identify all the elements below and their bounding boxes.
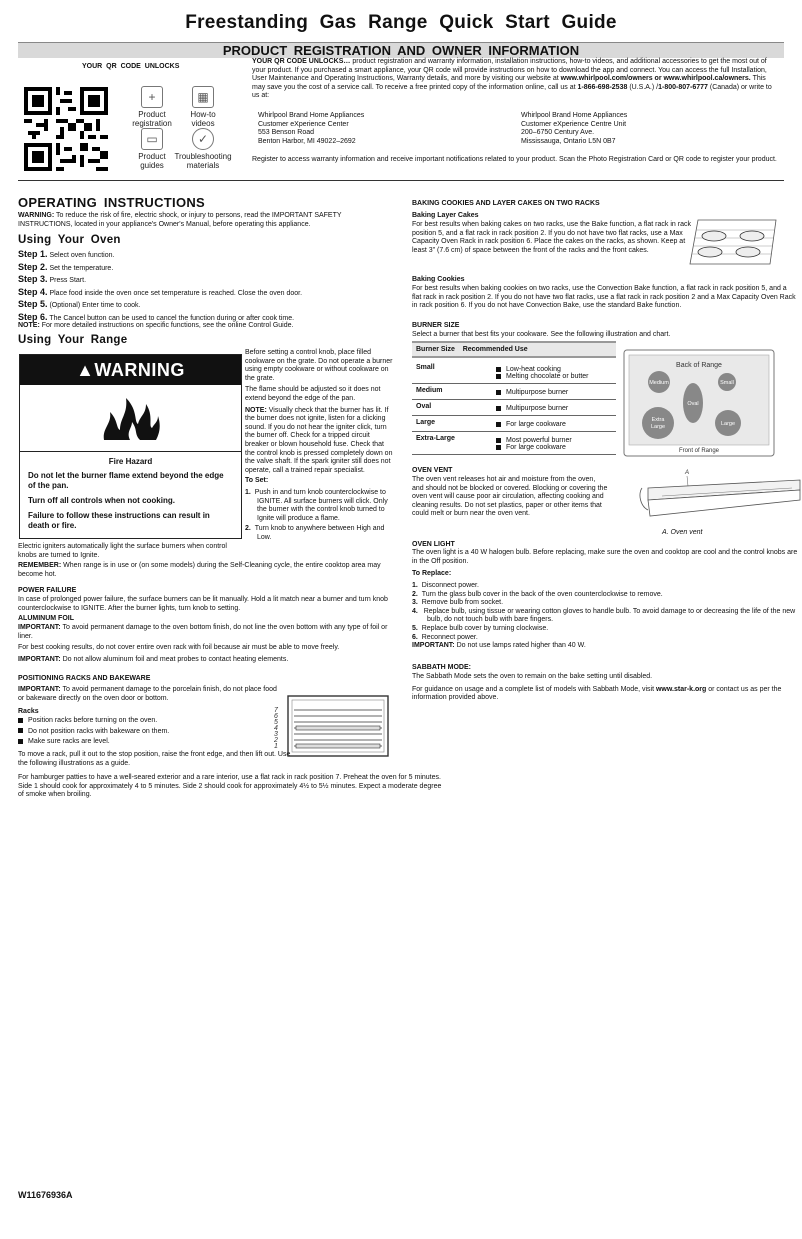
book-icon: ▭: [141, 128, 163, 150]
two-rack-cakes-diagram: [686, 216, 782, 270]
rack-number: 4: [274, 725, 278, 732]
hamburger-text: For hamburger patties to have a well-seared exterior and a rare interior, use a flat rack in rack position 7. Preheat the oven for 5 minutes. Side 1 should cook for approximately 4 to 5 minutes. Side 2 should cook for approximately 4½ to 5½ minutes. Expect a moderate degree of smoke when broiling.: [18, 774, 442, 799]
cooktop-burner-diagram: [623, 349, 775, 457]
racks-important: IMPORTANT: To avoid permanent damage to the porcelain finish, do not place food or bakeware directly on the oven door or bottom.: [18, 686, 277, 702]
svg-text:Large: Large: [650, 424, 666, 430]
plus-icon: +: [141, 86, 163, 108]
qr-feature-troubleshooting: ✓ Troubleshooting materials: [170, 128, 236, 170]
list-item: Position racks before turning on the oven.: [18, 717, 278, 726]
using-range-heading: Using Your Range: [18, 334, 128, 346]
registration-text: YOUR QR CODE UNLOCKS… product registration and warranty information, installation instructions, how-to videos, and additional accessories to get the most out of your product. If you purchased a smart appliance, your QR code will provide instructions on how to download the app and connect. You can access the full Installation, User Maintenance and Operating Instructions, Warranty details, and more by visiting our website at www.whirlpool.com/owners or www.whirlpool.ca/owners. This may save you the cost of a service call. To receive a free printed copy of the information online, call us at 1-866-698-2538 (U.S.A.) /1-800-807-6777 (Canada) or write to us at:: [252, 58, 772, 100]
rack-number: 6: [274, 713, 278, 720]
remember-note: REMEMBER: When range is in use or (on some models) during the Self-Cleaning cycle, the entire cooktop area may become hot.: [18, 562, 381, 578]
owners-link-ca[interactable]: www.whirlpool.ca/owners.: [663, 75, 751, 83]
qr-feature-how-to-videos: ▦ How-to videos: [186, 86, 220, 128]
owners-link-us[interactable]: www.whirlpool.com/owners: [560, 75, 653, 83]
address-us: Whirlpool Brand Home Appliances Customer eXperience Center 553 Benson Road Benton Harbor, MI 49022–2692: [258, 112, 365, 145]
svg-text:Medium: Medium: [649, 380, 669, 386]
oven-vent-caption: A. Oven vent: [662, 529, 703, 536]
oven-step: Step 6. The Cancel button can be used to cancel the function during or after cook time.: [18, 311, 295, 322]
list-item: Do not position racks with bakeware on them.: [18, 728, 278, 737]
qr-feature-product-registration: + Product registration: [134, 86, 170, 128]
racks-subheading: Racks: [18, 708, 39, 715]
oven-vent-diagram: [632, 466, 802, 526]
cakes-subheading: Baking Layer Cakes: [412, 212, 479, 219]
rack-move-text: To move a rack, pull it out to the stop position, raise the front edge, and then lift out. Use the following illustrations as a guide.: [18, 751, 291, 767]
oven-vent-heading: OVEN VENT: [412, 467, 453, 474]
qr-code[interactable]: [24, 87, 108, 171]
oven-rack-positions-diagram: [272, 693, 390, 758]
list-item: 5. Replace bulb cover by turning clockwise.: [412, 624, 549, 632]
cakes-text: For best results when baking cakes on two racks, use the Bake function, a flat rack in rack position 5, and a flat rack in rack position 2. If you do not have two flat racks, use a Max Capacity Oven Rack in rack position 6. Place the cakes on the racks, as shown. Keep at least 3" (7.6 cm) of space between the front of the racks and the front cakes.: [412, 221, 691, 254]
rack-number: 3: [274, 731, 278, 738]
oven-step: Step 5. (Optional) Enter time to cook.: [18, 299, 141, 309]
table-row: Oval Multipurpose burner: [412, 400, 616, 416]
qr-heading: YOUR QR CODE UNLOCKS: [82, 63, 180, 70]
list-item: 1. Disconnect power.: [412, 582, 479, 589]
oven-steps: [18, 249, 398, 324]
foil-heading: ALUMINUM FOIL: [18, 615, 74, 622]
foil-text: IMPORTANT: To avoid permanent damage to the oven bottom finish, do not line the oven bottom with any type of foil or liner. For best cooking results, do not cover entire oven rack with foil because air must be able to move freely. IMPORTANT: Do not allow aluminum foil and meat probes to contact heating elements.: [18, 624, 388, 663]
star-k-link[interactable]: www.star-k.org: [655, 685, 707, 693]
table-row: Medium Multipurpose burner: [412, 384, 616, 400]
operating-heading: OPERATING INSTRUCTIONS: [18, 195, 206, 210]
sabbath-text: The Sabbath Mode sets the oven to remain on the bake setting until disabled. For guidance on usage and a complete list of models with Sabbath Mode, visit www.star-k.org or contact us as per the information provided above.: [412, 673, 782, 702]
fire-hazard-label: Fire Hazard: [108, 457, 153, 466]
oven-light-heading: OVEN LIGHT: [412, 541, 455, 548]
rack-number: 5: [274, 719, 278, 726]
power-failure-text: In case of prolonged power failure, the surface burners can be lit manually. Hold a lit match near a burner and turn knob counterclockwise to IGNITE. After the burner lights, turn knob to setting.: [18, 596, 388, 612]
svg-text:Extra: Extra: [651, 417, 665, 423]
document-number: W11676936A: [18, 1190, 73, 1200]
table-header: Burner Size Recommended Use: [412, 342, 616, 357]
list-item: Make sure racks are level.: [18, 738, 278, 747]
operating-warning: WARNING: To reduce the risk of fire, electric shock, or injury to persons, read the IMPORTANT SAFETY INSTRUCTIONS, located in your appliance's Owner's Manual, before operating this appliance.: [18, 212, 342, 228]
baking-heading: BAKING COOKIES AND LAYER CAKES ON TWO RACKS: [412, 200, 600, 207]
range-instructions: Before setting a control knob, place filled cookware on the grate. Do not operate a burner using empty cookware or without cookware on the grate. The flame should be adjusted so it does not extend beyond the edge of the pan. NOTE: Visually check that the burner has lit. If the burner does not ignite, listen for a clicking sound. If you do not hear the igniter click, turn the burner off. Check for a tripped circuit breaker or blown household fuse. Check that the control knob is pressed completely down on the valve shaft. If the spark igniter still does not operate, call a trained repair specialist. To Set: 1. Push in and turn knob counterclockwise to IGNITE. All surface burners will click. Only the burner with the control knob turned to Ignite will produce a flame. 2. Turn knob to anywhere between High and Low.: [245, 349, 393, 541]
oven-vent-text: The oven vent releases hot air and moisture from the oven, and should not be blocked or covered. Blocking or covering the oven vent will cause poor air circulation, affecting cooking and cleaning results. Do not set plastics, paper or other items that could melt or burn near the oven vent.: [412, 476, 608, 518]
warning-triangle-icon: ▲: [76, 360, 95, 380]
register-note: Register to access warranty information and receive important notifications related to your product. Scan the Photo Registration Card or QR code to register your product.: [252, 156, 777, 163]
burner-size-heading: BURNER SIZE: [412, 322, 460, 329]
oven-step: Step 2. Set the temperature.: [18, 261, 114, 272]
rack-number: 1: [274, 743, 278, 750]
check-badge-icon: ✓: [192, 128, 214, 150]
cookies-subheading: Baking Cookies: [412, 276, 465, 283]
oven-light-text: The oven light is a 40 W halogen bulb. Before replacing, make sure the oven and cooktop are cool and the control knobs are in the Off position.: [412, 549, 798, 565]
list-item: 2. Turn the glass bulb cover in the back of the oven counterclockwise to remove.: [412, 590, 663, 598]
burner-size-table: [412, 341, 616, 455]
oven-note: NOTE: For more detailed instructions on specific functions, see the online Control Guide.: [18, 322, 294, 329]
racks-heading: POSITIONING RACKS AND BAKEWARE: [18, 675, 151, 682]
sabbath-heading: SABBATH MODE:: [412, 664, 471, 671]
oven-step: Step 1. Select oven function.: [18, 249, 115, 259]
svg-text:Small: Small: [720, 380, 734, 386]
svg-text:Back of Range: Back of Range: [676, 362, 722, 369]
svg-text:Front of Range: Front of Range: [678, 448, 720, 454]
list-item: 4. Replace bulb, using tissue or wearing cotton gloves to handle bulb. To avoid damage to or decreasing the life of the new bulb, do not touch bulb with bare fingers.: [412, 607, 796, 624]
rack-number: 7: [274, 707, 278, 714]
oven-step: Step 4. Place food inside the oven once set temperature is reached. Close the oven door.: [18, 286, 303, 297]
registration-banner: PRODUCT REGISTRATION AND OWNER INFORMATION: [18, 42, 784, 58]
power-failure-heading: POWER FAILURE: [18, 587, 77, 594]
film-icon: ▦: [192, 86, 214, 108]
warning-header: ▲WARNING: [20, 355, 241, 385]
burner-size-intro: Select a burner that best fits your cookware. See the following illustration and chart.: [412, 331, 671, 338]
svg-text:A: A: [685, 470, 690, 476]
racks-bullets: [18, 717, 278, 747]
list-item: 6. Reconnect power.: [412, 633, 478, 641]
table-row: Extra-Large Most powerful burner For large cookware: [412, 432, 616, 455]
igniters-note: Electric igniters automatically light the surface burners when control knobs are turned to Ignite.: [18, 543, 227, 559]
table-row: Large For large cookware: [412, 416, 616, 432]
list-item: 3. Remove bulb from socket.: [412, 599, 504, 607]
replace-steps: 1. Disconnect power. 2. Turn the glass bulb cover in the back of the oven counterclockwise to remove. 3. Remove bulb from socket. 4. Replace bulb, using tissue or wearing cotton gloves to handle bulb. To avoid damage to or decreasing the life of the new bulb, do not touch bulb with bare fingers. 5. Replace bulb cover by turning clockwise. 6. Reconnect power. IMPORTANT: Do not use lamps rated higher than 40 W.: [412, 582, 796, 650]
section-divider: [18, 180, 784, 181]
rack-number: 2: [274, 737, 278, 744]
cookies-text: For best results when baking cookies on two racks, use the Convection Bake function, a flat rack in rack position 5, and a flat rack in rack position 2. If you do not have two flat racks, use a flat rack in rack position 2 and a Max Capacity Oven Rack in rack position 6. If you do not have Convection Bake, use the standard Bake function.: [412, 285, 796, 310]
using-oven-heading: Using Your Oven: [18, 234, 121, 246]
address-canada: Whirlpool Brand Home Appliances Customer eXperience Centre Unit 200–6750 Century Ave. Mississauga, Ontario L5N 0B7: [521, 112, 628, 145]
svg-text:Oval: Oval: [687, 401, 699, 407]
page-title: Freestanding Gas Range Quick Start Guide: [185, 12, 617, 33]
qr-feature-product-guides: ▭ Product guides: [134, 128, 170, 170]
fire-warning-box: ▲WARNING Fire Hazard Do not let the burner flame extend beyond the edge of the pan. Turn off all controls when not cooking. Failure to follow these instructions can result in death or fire.: [19, 354, 242, 539]
fire-icon: [20, 385, 241, 451]
to-replace-heading: To Replace:: [412, 570, 452, 577]
svg-text:Large: Large: [720, 421, 736, 427]
table-row: Small Low-heat cooking Melting chocolate or butter: [412, 357, 616, 384]
oven-step: Step 3. Press Start.: [18, 274, 87, 284]
